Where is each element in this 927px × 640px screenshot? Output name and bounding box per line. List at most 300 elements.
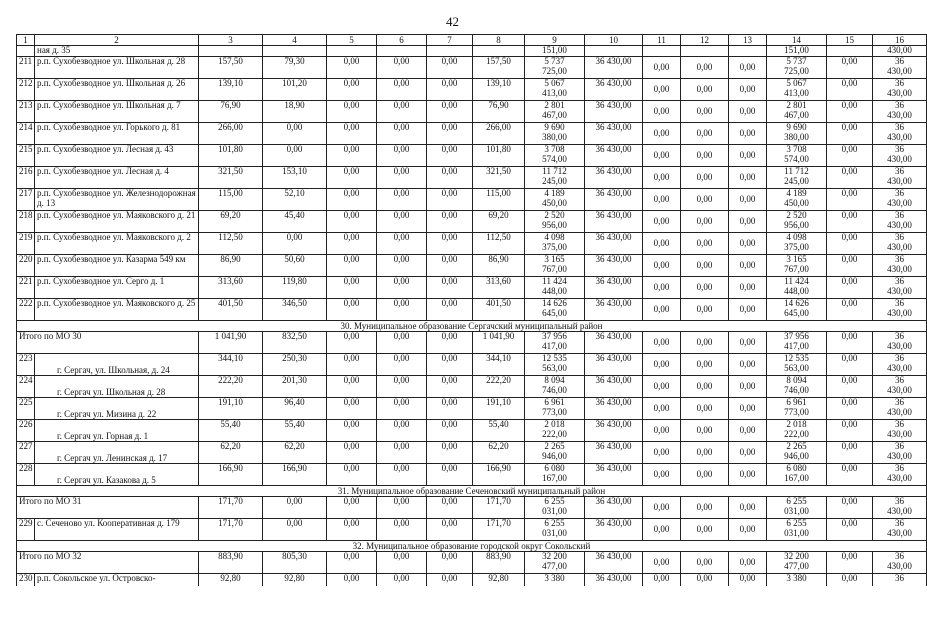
cell-c6: 0,00: [377, 189, 427, 211]
cell-c7: 0,00: [427, 299, 473, 321]
cell-c13: 0,00: [729, 354, 767, 376]
table-row: [17, 420, 927, 442]
cell-c9-line2: 773,00: [542, 406, 567, 417]
cell-c8: 69,20: [473, 211, 525, 233]
cell-name: г. Сергач ул. Ленинская д. 17: [35, 442, 199, 464]
table-row: [17, 145, 927, 167]
cell-c11: 0,00: [643, 189, 681, 211]
cell-c16: [873, 57, 927, 79]
cell-c8: 86,90: [473, 255, 525, 277]
cell-c14: [767, 79, 827, 101]
cell-c4: 52,10: [263, 189, 327, 211]
cell-c16-line2: 430,00: [887, 384, 912, 395]
cell-c3: 55,40: [199, 420, 263, 442]
cell-c7: 0,00: [427, 167, 473, 189]
cell-c7: 0,00: [427, 442, 473, 464]
cell-c14-line1: 8 094: [786, 375, 807, 385]
cell-c14-line1: 32 200: [784, 551, 809, 561]
cell-c10: 36 430,00: [585, 123, 643, 145]
column-header-2: 2: [35, 35, 199, 46]
cell-c5: 0,00: [327, 552, 377, 574]
cell-c5: 0,00: [327, 255, 377, 277]
cell: [17, 46, 35, 57]
cell-c10: 36 430,00: [585, 167, 643, 189]
cell-c4: 346,50: [263, 299, 327, 321]
cell-c9-line2: 417,00: [542, 340, 567, 351]
column-header-4: 4: [263, 35, 327, 46]
cell-c4: 101,20: [263, 79, 327, 101]
cell-name: р.п. Сухобезводное ул. Школьная д. 26: [35, 79, 199, 101]
cell-c9-line2: 375,00: [542, 241, 567, 252]
cell-c4: 0,00: [263, 233, 327, 255]
cell-c4: 153,10: [263, 167, 327, 189]
cell-c15: 0,00: [827, 332, 873, 354]
cell-c13: 0,00: [729, 464, 767, 486]
cell-c14-line2: 563,00: [784, 362, 809, 373]
cell-c12: 0,00: [681, 211, 729, 233]
cell-c9: [525, 299, 585, 321]
cell-c9-line2: 946,00: [542, 450, 567, 461]
cell-c16-line2: 430,00: [887, 505, 912, 516]
cell-c4: 55,40: [263, 420, 327, 442]
cell-c7: 0,00: [427, 145, 473, 167]
cell-name: г. Сергач ул. Школьная д. 28: [35, 376, 199, 398]
cell-c16-line1: 36: [895, 496, 904, 506]
cell-c3: 321,50: [199, 167, 263, 189]
cell-c15: 0,00: [827, 354, 873, 376]
cell-c14-line2: 031,00: [784, 527, 809, 538]
cell-c9: [525, 233, 585, 255]
cell-c6: 0,00: [377, 233, 427, 255]
cell-c15: 0,00: [827, 57, 873, 79]
cell-c14: 151,00: [767, 46, 827, 57]
cell-row-number: 215: [17, 145, 35, 167]
cell-c6: 0,00: [377, 464, 427, 486]
cell-c9-line1: 9 690: [544, 122, 565, 132]
cell-c16-line1: 36: [895, 254, 904, 264]
column-header-1: 1: [17, 35, 35, 46]
cell-row-number: 218: [17, 211, 35, 233]
cell-c11: 0,00: [643, 167, 681, 189]
cell-c15: 0,00: [827, 189, 873, 211]
cell-c11: 0,00: [643, 354, 681, 376]
cell-c13: 0,00: [729, 420, 767, 442]
cell-c10: 36 430,00: [585, 57, 643, 79]
cell-c9-line2: 222,00: [542, 428, 567, 439]
cell-c14: [767, 354, 827, 376]
cell-c5: 0,00: [327, 497, 377, 519]
cell-c11: 0,00: [643, 255, 681, 277]
cell-c10: 36 430,00: [585, 420, 643, 442]
cell-c9-line1: 11 712: [542, 166, 567, 176]
cell-c16-line2: 430,00: [887, 219, 912, 230]
cell-c9-line1: 5 737: [544, 56, 565, 66]
cell-c13: 0,00: [729, 123, 767, 145]
cell-name: р.п. Сокольское ул. Островско-: [35, 574, 199, 587]
cell-c13: 0,00: [729, 79, 767, 101]
cell-c12: 0,00: [681, 442, 729, 464]
cell-c13: 0,00: [729, 574, 767, 587]
cell-c5: 0,00: [327, 211, 377, 233]
cell-c3: 222,20: [199, 376, 263, 398]
column-header-5: 5: [327, 35, 377, 46]
cell-c9: 3 380: [525, 574, 585, 587]
cell-c14: [767, 233, 827, 255]
cell-c12: 0,00: [681, 376, 729, 398]
table-row: [17, 277, 927, 299]
cell-c6: 0,00: [377, 398, 427, 420]
cell-row-number: 227: [17, 442, 35, 464]
cell-c9-line1: 4 189: [544, 188, 565, 198]
section-header-row: [17, 321, 927, 332]
table-row: [17, 398, 927, 420]
cell-c16-line1: 36: [895, 551, 904, 561]
cell-name: с. Сеченово ул. Кооперативная д. 179: [35, 519, 199, 541]
section-title: 30. Муниципальное образование Сергачский муниципальный район: [17, 321, 927, 332]
cell-c16-line1: 36: [895, 232, 904, 242]
cell-c11: 0,00: [643, 552, 681, 574]
cell-c4: 166,90: [263, 464, 327, 486]
cell-c14-line1: 14 626: [784, 298, 809, 308]
cell-c16-line2: 430,00: [887, 197, 912, 208]
cell-c6: 0,00: [377, 299, 427, 321]
cell-c15: 0,00: [827, 255, 873, 277]
cell-c9: [525, 57, 585, 79]
cell-c14-line1: 11 424: [784, 276, 809, 286]
cell-c10: 36 430,00: [585, 277, 643, 299]
cell-c11: 0,00: [643, 79, 681, 101]
cell-c14: [767, 57, 827, 79]
column-header-3: 3: [199, 35, 263, 46]
cell-c6: 0,00: [377, 123, 427, 145]
cell-c14-line2: 450,00: [784, 197, 809, 208]
cell-c14-line1: 6 255: [786, 518, 807, 528]
cell-c14-line1: 2 265: [786, 441, 807, 451]
cell-c9-line2: 413,00: [542, 87, 567, 98]
column-header-13: 13: [729, 35, 767, 46]
cell-c14-line2: 645,00: [784, 307, 809, 318]
cell-c16: [873, 420, 927, 442]
table-row: [17, 299, 927, 321]
cell-c14-line1: 6 080: [786, 463, 807, 473]
cell-c11: 0,00: [643, 442, 681, 464]
cell-c9-line1: 4 098: [544, 232, 565, 242]
total-row: [17, 497, 927, 519]
cell-c5: 0,00: [327, 442, 377, 464]
column-header-6: 6: [377, 35, 427, 46]
cell-c14-line1: 3 165: [786, 254, 807, 264]
cell-c16-line2: 430,00: [887, 362, 912, 373]
cell-c12: 0,00: [681, 167, 729, 189]
cell-c9-line1: 2 018: [544, 419, 565, 429]
cell-c9: [525, 497, 585, 519]
cell-c16-line1: 36: [895, 100, 904, 110]
cell-c9: 151,00: [525, 46, 585, 57]
cell-c9: [525, 519, 585, 541]
cell-c9-line2: 450,00: [542, 197, 567, 208]
cell-c13: 0,00: [729, 332, 767, 354]
cell-c11: 0,00: [643, 101, 681, 123]
table-row: [17, 574, 927, 587]
cell-c14-line1: 2 018: [786, 419, 807, 429]
cell-c13: 0,00: [729, 233, 767, 255]
cell-c16-line1: 36: [895, 276, 904, 286]
cell-c11: 0,00: [643, 299, 681, 321]
cell-c16: [873, 145, 927, 167]
cell-c3: 266,00: [199, 123, 263, 145]
cell-c14-line2: 773,00: [784, 406, 809, 417]
cell-c14-line1: 12 535: [784, 353, 809, 363]
cell-c6: 0,00: [377, 101, 427, 123]
cell-c9-line1: 2 520: [544, 210, 565, 220]
cell-c9: [525, 420, 585, 442]
cell-c16-line2: 430,00: [887, 87, 912, 98]
cell-c7: 0,00: [427, 211, 473, 233]
cell-c11: 0,00: [643, 464, 681, 486]
cell-c16-line2: 430,00: [887, 527, 912, 538]
table-row: [17, 442, 927, 464]
cell-c16: [873, 299, 927, 321]
cell-c5: 0,00: [327, 123, 377, 145]
cell-c7: 0,00: [427, 123, 473, 145]
cell-c14: [767, 167, 827, 189]
column-header-9: 9: [525, 35, 585, 46]
cell-c10: 36 430,00: [585, 442, 643, 464]
table-row: [17, 464, 927, 486]
cell-c15: 0,00: [827, 376, 873, 398]
cell-c3: 401,50: [199, 299, 263, 321]
cell-c14: [767, 398, 827, 420]
cell-c13: 0,00: [729, 398, 767, 420]
cell-c9-line2: 031,00: [542, 527, 567, 538]
cell-c14-line2: 167,00: [784, 472, 809, 483]
cell-row-number: 225: [17, 398, 35, 420]
cell-c4: 832,50: [263, 332, 327, 354]
cell-c8: 55,40: [473, 420, 525, 442]
cell-c10: 36 430,00: [585, 519, 643, 541]
cell-c13: 0,00: [729, 255, 767, 277]
cell-c6: 0,00: [377, 442, 427, 464]
cell-c5: 0,00: [327, 519, 377, 541]
cell-c14: [767, 464, 827, 486]
cell-c13: 0,00: [729, 442, 767, 464]
cell-c16-line1: 36: [895, 56, 904, 66]
table-row: [17, 519, 927, 541]
page-number: 42: [446, 14, 459, 29]
cell-c7: 0,00: [427, 354, 473, 376]
cell-c13: 0,00: [729, 167, 767, 189]
cell-c15: 0,00: [827, 574, 873, 587]
cell-name: р.п. Сухобезводное ул. Маяковского д. 21: [35, 211, 199, 233]
cell-c16: 36: [873, 574, 927, 587]
cell-c10: 36 430,00: [585, 574, 643, 587]
column-number-header: [17, 35, 927, 46]
cell-c10: 36 430,00: [585, 233, 643, 255]
cell-c7: 0,00: [427, 464, 473, 486]
cell-row-number: 211: [17, 57, 35, 79]
cell-c9: [525, 101, 585, 123]
cell-c3: 313,60: [199, 277, 263, 299]
cell-c9-line2: 467,00: [542, 109, 567, 120]
section-title: 32. Муниципальное образование городской округ Сокольский: [17, 541, 927, 552]
cell-c15: 0,00: [827, 277, 873, 299]
cell-c16-line1: 36: [895, 188, 904, 198]
cell-c7: 0,00: [427, 233, 473, 255]
cell-c11: 0,00: [643, 497, 681, 519]
cell-c3: 112,50: [199, 233, 263, 255]
cell-c14-line2: 413,00: [784, 87, 809, 98]
cell-name: Итого по МО 30: [17, 332, 199, 354]
cell-c10: 36 430,00: [585, 299, 643, 321]
cell-c6: 0,00: [377, 574, 427, 587]
cell-c6: 0,00: [377, 354, 427, 376]
cell-c12: 0,00: [681, 57, 729, 79]
cell-name: р.п. Сухобезводное ул. Горького д. 81: [35, 123, 199, 145]
cell-c13: 0,00: [729, 376, 767, 398]
cell-row-number: 229: [17, 519, 35, 541]
cell-c16-line2: 430,00: [887, 263, 912, 274]
cell-c12: 0,00: [681, 519, 729, 541]
cell-c15: 0,00: [827, 519, 873, 541]
cell-c12: 0,00: [681, 233, 729, 255]
cell-c12: 0,00: [681, 464, 729, 486]
cell-c9: [525, 79, 585, 101]
cell-c9-line2: 477,00: [542, 560, 567, 571]
column-header-11: 11: [643, 35, 681, 46]
cell-c14-line1: 2 520: [786, 210, 807, 220]
cell-name: р.п. Сухобезводное ул. Маяковского д. 2: [35, 233, 199, 255]
cell-c6: 0,00: [377, 57, 427, 79]
table-row: [17, 123, 927, 145]
cell-row-number: 230: [17, 574, 35, 587]
cell-c16: [873, 442, 927, 464]
cell-c11: 0,00: [643, 376, 681, 398]
cell-c3: 157,50: [199, 57, 263, 79]
cell-c16-line2: 430,00: [887, 428, 912, 439]
cell-c5: 0,00: [327, 189, 377, 211]
cell-c3: 76,90: [199, 101, 263, 123]
table-row: [17, 255, 927, 277]
cell-c6: 0,00: [377, 277, 427, 299]
cell-c16: [873, 354, 927, 376]
cell-c12: 0,00: [681, 398, 729, 420]
cell-c16: [873, 332, 927, 354]
cell-c9-line1: 2 801: [544, 100, 565, 110]
cell-c14: [767, 123, 827, 145]
cell-c9: [525, 167, 585, 189]
cell-c9-line1: 2 265: [544, 441, 565, 451]
cell-c9-line2: 725,00: [542, 65, 567, 76]
cell-c8: 92,80: [473, 574, 525, 587]
cell-c16: [873, 552, 927, 574]
table-row: [17, 189, 927, 211]
cell-c5: 0,00: [327, 398, 377, 420]
cell-c15: 0,00: [827, 497, 873, 519]
cell-name: г. Сергач ул. Казакова д. 5: [35, 464, 199, 486]
total-row: [17, 332, 927, 354]
cell-c6: 0,00: [377, 376, 427, 398]
cell-name: р.п. Сухобезводное ул. Железнодорожная д. 13: [35, 189, 199, 211]
cell-c3: 62,20: [199, 442, 263, 464]
cell-c6: 0,00: [377, 211, 427, 233]
table-row: [17, 101, 927, 123]
cell-c4: 119,80: [263, 277, 327, 299]
cell-c11: 0,00: [643, 574, 681, 587]
cell-c3: 171,70: [199, 519, 263, 541]
cell-c16: [873, 79, 927, 101]
cell-row-number: 222: [17, 299, 35, 321]
cell-c3: 883,90: [199, 552, 263, 574]
cell-c11: 0,00: [643, 277, 681, 299]
cell-name: р.п. Сухобезводное ул. Казарма 549 км: [35, 255, 199, 277]
cell-c16-line2: 430,00: [887, 109, 912, 120]
cell-c12: 0,00: [681, 189, 729, 211]
cell-c14-line1: 6 961: [786, 397, 807, 407]
cell-c16: 430,00: [873, 46, 927, 57]
cell-c14: [767, 519, 827, 541]
cell-c15: 0,00: [827, 299, 873, 321]
cell-c16: [873, 189, 927, 211]
cell-c7: 0,00: [427, 376, 473, 398]
cell-c9-line1: 8 094: [544, 375, 565, 385]
cell-c16-line2: 430,00: [887, 153, 912, 164]
cell-c12: 0,00: [681, 354, 729, 376]
cell-c8: 313,60: [473, 277, 525, 299]
cell-c14-line1: 5 737: [786, 56, 807, 66]
cell-c9-line2: 245,00: [542, 175, 567, 186]
cell-c13: 0,00: [729, 101, 767, 123]
cell-c11: 0,00: [643, 332, 681, 354]
cell-c4: 50,60: [263, 255, 327, 277]
cell-c8: 139,10: [473, 79, 525, 101]
cell-c5: 0,00: [327, 299, 377, 321]
cell-row-number: 223: [17, 354, 35, 376]
cell-row-number: 221: [17, 277, 35, 299]
cell-c4: 45,40: [263, 211, 327, 233]
cell-c12: 0,00: [681, 497, 729, 519]
cell-c9-line2: 746,00: [542, 384, 567, 395]
cell-c10: 36 430,00: [585, 211, 643, 233]
cell-c10: 36 430,00: [585, 101, 643, 123]
cell-row-number: 219: [17, 233, 35, 255]
cell-c4: 0,00: [263, 519, 327, 541]
table-row: [17, 376, 927, 398]
cell-c9: [525, 277, 585, 299]
cell-name: г. Сергач ул. Горная д. 1: [35, 420, 199, 442]
cell-c7: 0,00: [427, 277, 473, 299]
cell-c14-line2: 746,00: [784, 384, 809, 395]
cell-c4: 0,00: [263, 145, 327, 167]
cell-c16-line2: 430,00: [887, 450, 912, 461]
cell-row-number: 224: [17, 376, 35, 398]
table-row: [17, 57, 927, 79]
cell-c8: 62,20: [473, 442, 525, 464]
cell-c10: 36 430,00: [585, 255, 643, 277]
table-row: [17, 167, 927, 189]
cell-c10: 36 430,00: [585, 497, 643, 519]
cell-c8: 321,50: [473, 167, 525, 189]
cell-c9-line1: 11 424: [542, 276, 567, 286]
cell-c16-line1: 36: [895, 78, 904, 88]
cell-c11: 0,00: [643, 233, 681, 255]
cell-c14-line2: 946,00: [784, 450, 809, 461]
cell-c14-line2: 767,00: [784, 263, 809, 274]
cell-c9-line2: 767,00: [542, 263, 567, 274]
cell-c14-line1: 3 708: [786, 144, 807, 154]
table-row: [17, 233, 927, 255]
cell-c9: [525, 442, 585, 464]
cell-c10: 36 430,00: [585, 552, 643, 574]
